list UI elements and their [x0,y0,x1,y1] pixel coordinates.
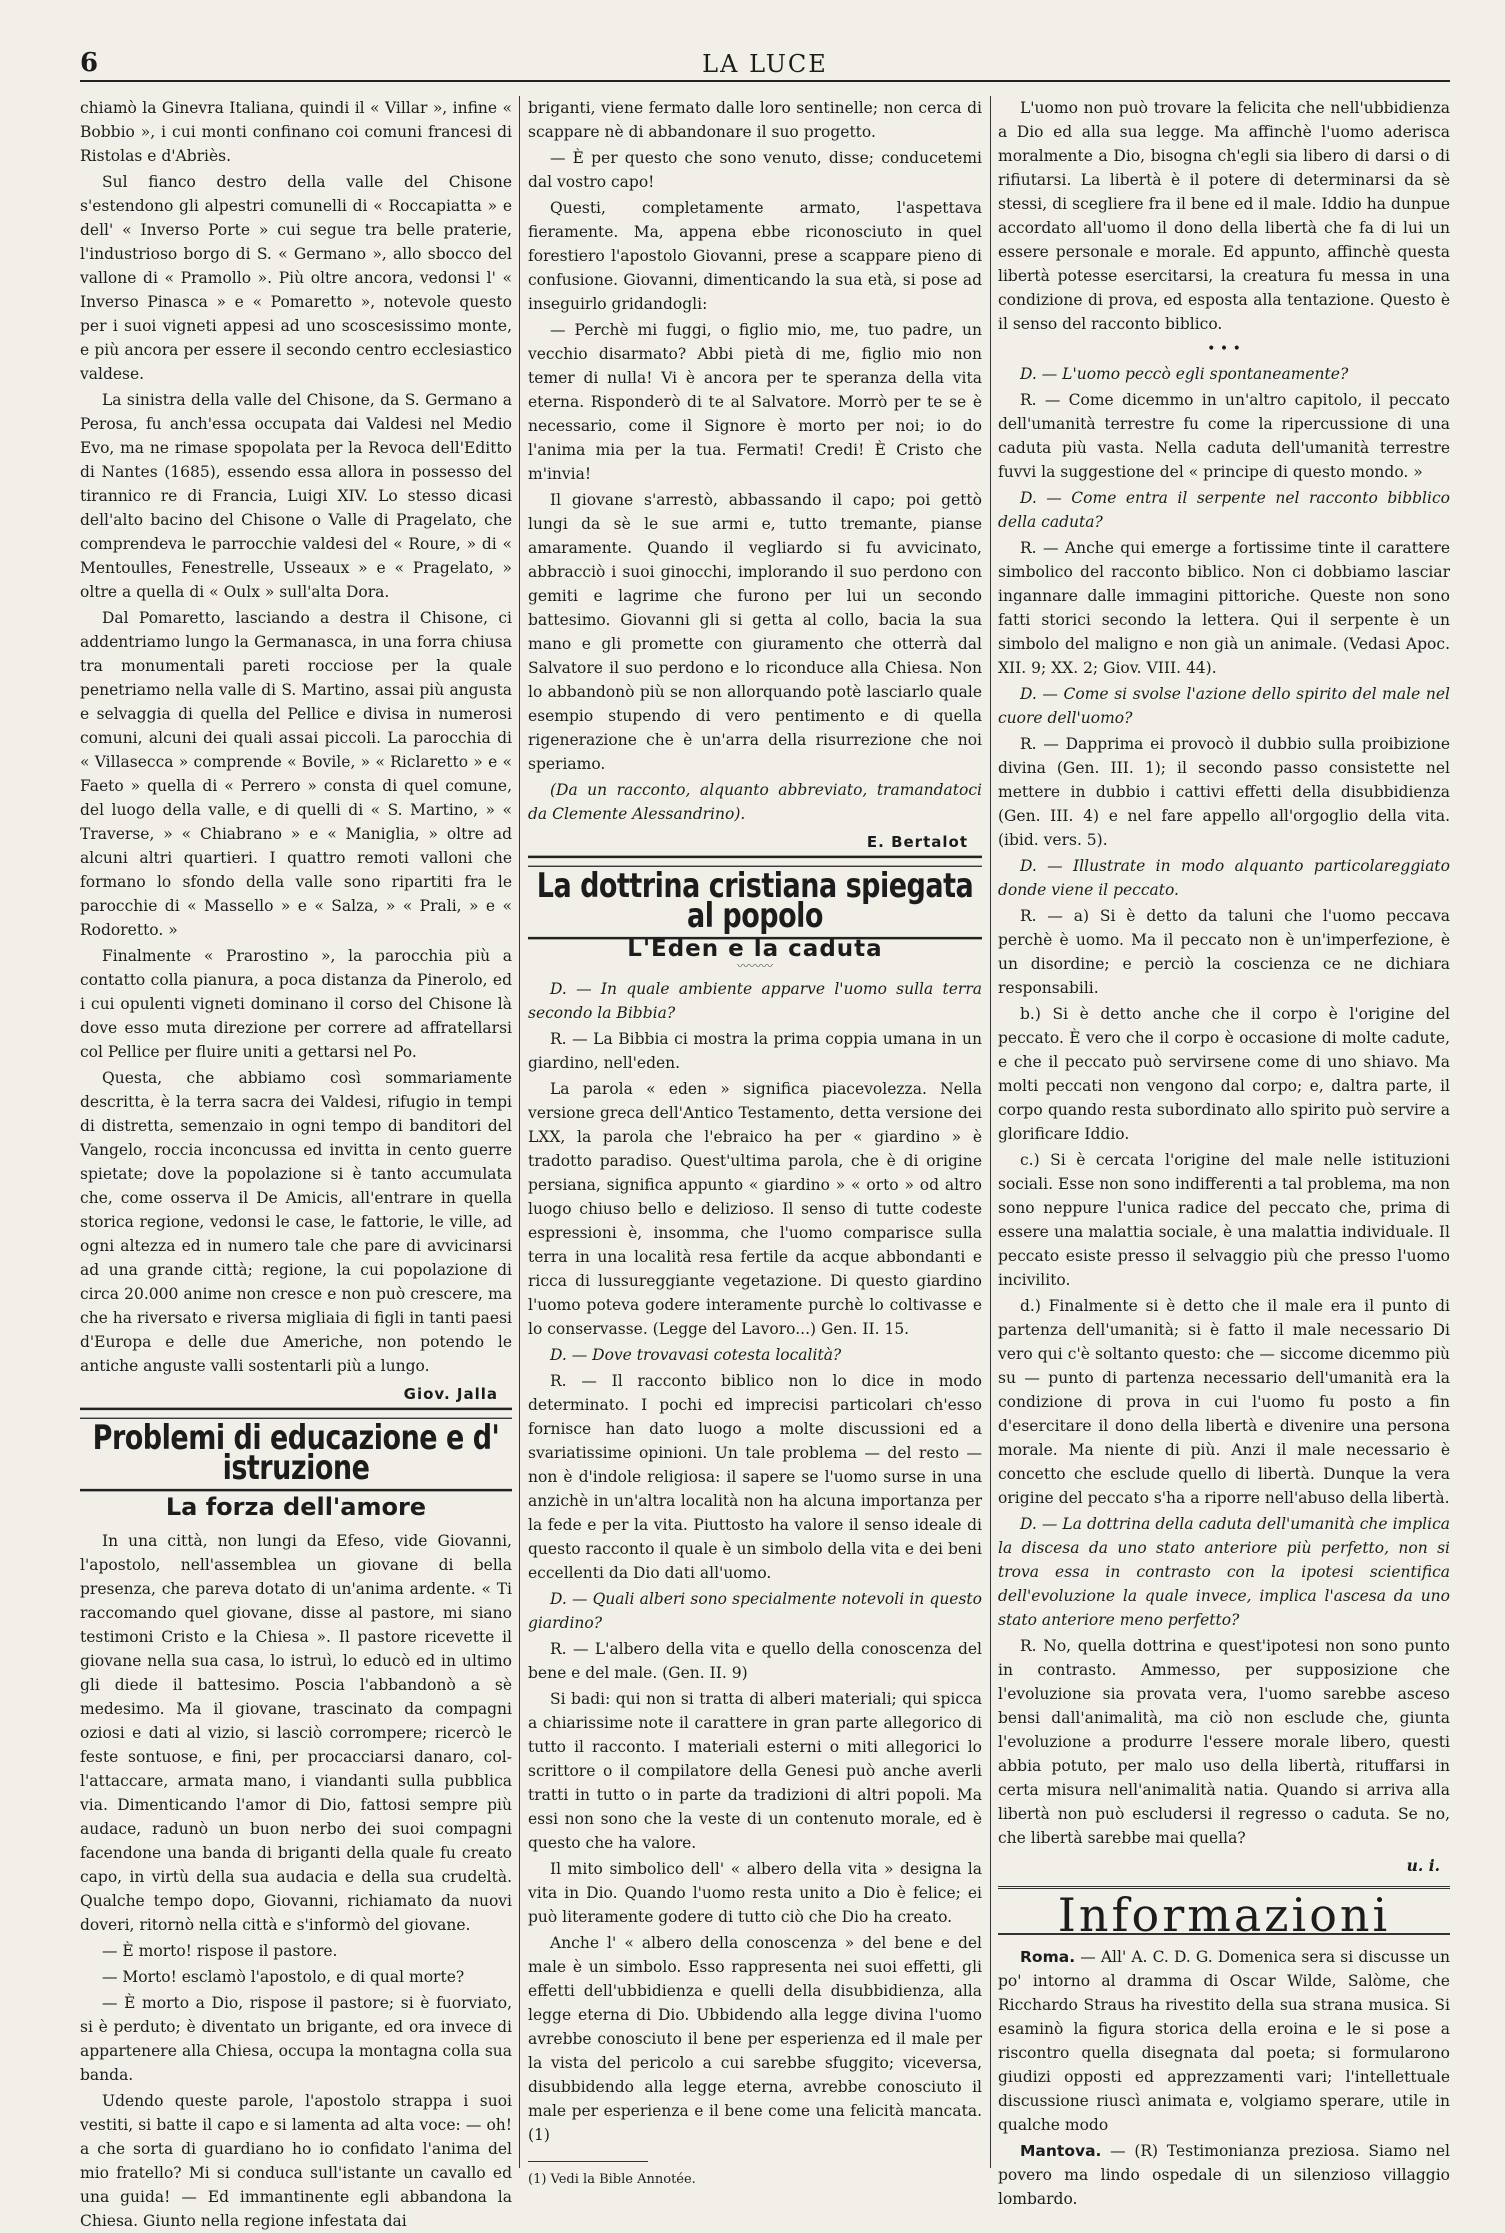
column-divider [519,96,520,2168]
article-title: La forza dell'amore [165,1493,427,1521]
column-2 [528,96,982,2187]
answer: R. — L'albero della vita e quello della conoscenza del bene e del male. (Gen. II. 9) [528,1640,982,1682]
author-signature: Giov. Jalla [403,1385,498,1403]
author-signature: E. Bertalot [866,833,968,851]
paragraph: — Morto! esclamò l'apostolo, e di qual morte? [102,1968,465,1986]
paragraph: Questi, completamente armato, l'aspettava fieramente. Ma, appena ebbe riconosciuto in quel forestiero l'apostolo Giovanni, prese a scappare pieno di confusione. Giovanni, dimenticando la sua età, si pose ad inseguirlo gridandogli: [528,199,982,313]
answer: R. — Dapprima ei provocò il dubbio sulla proibizione divina (Gen. III. 1); il secondo passo consistette nel mettere in dubbio i cattivi effetti della disubbidienza (Gen. III. 4) e nel fare appello all'orgoglio della vita. (ibid. vers. 5). [998,735,1450,849]
footnote-divider [528,2161,648,2162]
paragraph: d.) Finalmente si è detto che il male era il punto di partenza dell'umanità; si è fatto il male necessario Di vero qui c'è soltanto questo: che — siccome dicemmo più su — punto di partenza necessario dell'umanità era la condizione di prova in cui l'uomo fu posto a fin d'esercitare il dono della libertà e divenire una persona morale. Ma niente di più. Anzi il male necessario è concetto che esclude quello di libertà. Dunque la vera origine del peccato s'ha a riporre nell'abuso della libertà. [998,1297,1450,1507]
page-header [80,44,1450,82]
answer: R. — Anche qui emerge a fortissime tinte il carattere simbolico del racconto biblico. Non ci dobbiamo lasciar ingannare dalle immagini pittoriche. Queste non sono fatti storici secondo la lettera. Qui il serpente è un simbolo del maligno e non già un animale. (Vedasi Apoc. XII. 9; XX. 2; Giov. VIII. 44). [998,539,1450,677]
paragraph: La sinistra della valle del Chisone, da S. Germano a Perosa, fu anch'essa occupata dai Valdesi nel Medio Evo, ma ne rimase spopolata per la Revoca dell'Editto di Nantes (1685), essendo essa allora in possesso del tirannico re di Francia, Luigi XIV. Lo stesso dicasi dell'alto bacino del Chisone o Valle di Pragelato, che comprendeva le parrocchie valdesi del « Roure, » di « Mentoulles, Fenestrelle, Usseaux » e « Pragelato, » oltre a quella di « Oulx » sull'alta Dora. [80,391,512,601]
paragraph: — È morto! rispose il pastore. [102,1942,338,1960]
question: D. — Illustrate in modo alquanto particolareggiato donde viene il peccato. [998,857,1450,899]
news-location: Mantova. [1020,2142,1102,2160]
answer: R. — La Bibbia ci mostra la prima coppia umana in un giardino, nell'eden. [528,1030,982,1072]
ornament-dots: • • • [1207,341,1241,357]
paragraph: — Perchè mi fuggi, o figlio mio, me, tuo padre, un vecchio disarmato? Abbi pietà di me, figlio mio non temer di nulla! Vi è ancora per te speranza della vita eterna. Risponderò di te al Salvatore. Morrò per te se è necessario, come il Signore è morto per noi; io do l'anima mia per la tua. Fermati! Credi! È Cristo che m'invia! [528,321,982,483]
answer: R. No, quella dottrina e quest'ipotesi non sono punto in contrasto. Ammesso, per supposizione che l'evoluzione sia provata vera, l'uomo sarebbe asceso bensi dall'animalità, ma ciò non esclude che, giunta l'evoluzione a produrre l'essere morale libero, questi abbia potuto, per malo uso della libertà, rituffarsi in certa misura nell'animalità natia. Quando si arriva alla libertà non può escludersi il regresso o caduta. Se no, che libertà sarebbe mai quella? [998,1637,1450,1847]
paragraph: Il giovane s'arrestò, abbassando il capo; poi gettò lungi da sè le sue armi e, tutto tremante, pianse amaramente. Quando il vegliardo si fu avvicinato, abbracciò i suoi ginocchi, implorando il suo perdono con gemiti e lagrime che furono per lui un secondo battesimo. Giovanni gli si getta al collo, bacia la sua mano e gli promette con giuramento che otterrà dal Salvatore il suo perdono e lo riconduce alla Chiesa. Non lo abbandonò più se non allorquando potè lasciarlo quale esempio stupendo di vero pentimento e di quella rigenerazione che è un'arra della risurrezione che noi speriamo. [528,491,982,773]
answer: R. — Il racconto biblico non lo dice in modo determinato. I pochi ed imprecisi particolari ch'esso fornisce han dato luogo a molte discussioni ed a svariatissime opinioni. Un tale problema — del resto — non è d'indole religiosa: il sapere se l'uomo surse in una anzichè in un'altra località non ha alcuna importanza per la fede e per la vita. Piuttosto ha valore il senso ideale di questo racconto il quale è un simbolo della vita e dei beni eccellenti da Dio dati all'uomo. [528,1372,982,1582]
column-1 [80,96,512,2230]
paragraph: Si badi: qui non si tratta di alberi materiali; qui spicca a chiarissime note il carattere in gran parte allegorico di tutto il racconto. I materiali esterni o miti allegorici lo scrittore o il compilatore della Genesi può anche averli tratti in tutto o in parte da tradizioni di altri popoli. Ma essi non sono che la veste di un contenuto morale, ed è questo che ha valore. [528,1690,982,1852]
paragraph: c.) Si è cercata l'origine del male nelle istituzioni sociali. Esse non sono indifferenti a tal problema, ma non sono neppure l'unica radice del peccato che, prima di essere una malattia sociale, è una malattia individuale. Il peccato esiste presso il selvaggio più che presso l'uomo incivilito. [998,1151,1450,1289]
news-item [998,2139,1450,2211]
question: D. — Quali alberi sono specialmente notevoli in questo giardino? [528,1590,982,1632]
paragraph: In una città, non lungi da Efeso, vide Giovanni, l'apostolo, nell'assemblea un giovane di bella presenza, che pareva dotato di un'anima ardente. « Ti raccomando quel giovane, disse al pastore, mi siano testimoni Cristo e la Chiesa ». Il pastore ricevette il giovane nella sua casa, lo istruì, lo educò ed in ultimo gli diede il battesimo. Poscia l'abbandonò a sè medesimo. Ma il giovane, trascinato da compagni oziosi e dati al vizio, si lasciò corrompere; ricercò le feste sontuose, e fini, per procacciarsi danaro, col- l'attaccare, armata mano, i viandanti sulla pubblica via. Dimenticando l'amor di Dio, fattosi sempre più audace, radunò un buon nerbo dei suoi compagni facendone una banda di briganti della quale fu creato capo, in virtù della sua audacia e della sua crudeltà. Qualche tempo dopo, Giovanni, richiamato da nuovi doveri, ritornò nella città e s'informò del giovane. [80,1532,512,1934]
paragraph: — È morto a Dio, rispose il pastore; si è fuorviato, si è perduto; è diventato un brigante, ed ora invece di appartenere alla Chiesa, occupa la montagna colla sua banda. [80,1994,512,2084]
author-signature: u. i. [1406,1856,1440,1875]
footnote: (1) Vedi la Bible Annotée. [528,2172,696,2187]
paragraph: Dal Pomaretto, lasciando a destra il Chisone, ci addentriamo lungo la Germanasca, in una forra chiusa tra monumentali pareti rocciose per la quale penetriamo nella valle di S. Martino, assai più angusta e selvaggia di quella del Pellice e divisa in numerosi comuni, alcuni dei quali assai piccoli. La parocchia di « Villasecca » comprende « Bovile, » « Riclaretto » e « Faeto » quella di « Perrero » consta di quel comune, del luogo della valle, e di quelli di « S. Martino, » « Traverse, » « Chiabrano » e « Maniglia, » oltre ad alcuni altri quartieri. I quattro remoti valloni che formano lo sfondo della valle sono ripartiti fra le parocchie di « Massello » e « Salza, » « Prali, » e « Rodoretto. » [80,609,512,939]
paragraph: Udendo queste parole, l'apostolo strappa i suoi vestiti, si batte il capo e si lamenta ad alta voce: — oh! a che sorta di guardiano ho io confidato l'anima del mio fratello? Mi si conduca sull'istante un cavallo ed una guida! — Ed immantinente egli abbandona la Chiesa. Giunto nella regione infestata dai [80,2092,512,2230]
section-banner-text: Problemi di educazione e d' istruzione [80,1418,512,1484]
section-title: Informazioni [1057,1888,1391,1942]
paragraph: briganti, viene fermato dalle loro sentinelle; non cerca di scappare nè di abbandonare il suo progetto. [528,99,982,141]
column-divider [990,96,991,2168]
page-number: 6 [80,48,99,78]
answer: R. — Come dicemmo in un'altro capitolo, il peccato dell'umanità terrestre fu come la ripercussione di una caduta più vasta. Nella caduta dell'umanità terrestre fuvvi la suggestione del « principe di questo mondo. » [998,391,1450,481]
question: D. — Dove trovavasi cotesta località? [550,1346,842,1364]
news-text: — (R) Testimonianza preziosa. Siamo nel povero ma lindo ospedale di un silenzioso villaggio lombardo. [998,2142,1450,2208]
journal-title: LA LUCE [702,50,828,78]
paragraph: L'uomo non può trovare la felicita che nell'ubbidienza a Dio ed alla sua legge. Ma affinchè l'uomo aderisca moralmente a Dio, bisogna ch'egli sia libero di darsi o di rifiutarsi. La libertà è il potere di determinarsi da sè stessi, di scegliere fra il bene ed il male. Iddio ha dunpue accordato all'uomo il dono della libertà che fa di lui un essere personale e morale. Ed appunto, affinchè questa libertà potesse esercitarsi, la creatura fu messa in una condizione di prova, ed esposta alla tentazione. Questo è il senso del racconto biblico. [998,99,1450,333]
source-note: (Da un racconto, alquanto abbreviato, tramandatoci da Clemente Alessandrino). [528,781,982,823]
question: D. — In quale ambiente apparve l'uomo sulla terra secondo la Bibbia? [528,980,982,1022]
news-text: — All' A. C. D. G. Domenica sera si discusse un po' intorno al dramma di Oscar Wilde, Salòme, che Ricchardo Straus ha rivestito della sua strana musica. Si esaminò la figura storica della eroina e le si pose a riscontro quella disegnata dal poeta; si formularono giudizi opposti ed apprezzamenti vari; l'intellettuale discussione riuscì animata e, volgiamo sperare, utile in qualche modo [998,1948,1450,2134]
paragraph: Finalmente « Prarostino », la parocchia più a contatto colla pianura, a poca distanza da Pinerolo, ed i cui opulenti vigneti dominano il corso del Chisone là dove esso muta direzione per correre ad affratellarsi col Pellice per fluire uniti a gettarsi nel Po. [80,947,512,1061]
paragraph: — È per questo che sono venuto, disse; conducetemi dal vostro capo! [528,149,982,191]
paragraph: La parola « eden » significa piacevolezza. Nella versione greca dell'Antico Testamento, detta versione dei LXX, la parola che l'ebraico ha per « giardino » è tradotto paradiso. Quest'ultima parola, che è di origine persiana, significa appunto « giardino » « orto » od altro luogo chiuso bello e delizioso. Il senso di tutte codeste espressioni è, insomma, che l'uomo comparisce sulla terra in una località resa fertile da acque abbondanti e ricca di lussureggiante vegetazione. Di questo giardino l'uomo poteva godere interamente purchè lo coltivasse e lo conservasse. (Legge del Lavoro...) Gen. II. 15. [528,1080,982,1338]
paragraph: Il mito simbolico dell' « albero della vita » designa la vita in Dio. Quando l'uomo resta unito a Dio è felice; ei può literamente godere di tutto ciò che Dio ha creato. [528,1860,982,1926]
paragraph: b.) Si è detto anche che il corpo è l'origine del peccato. È vero che il corpo è occasione di molte cadute, e che il peccato può servirsene come di uno shiavo. Ma molti peccati non vengono dal corpo; e, daltra parte, il corpo quando resta subordinato allo spirito può servire a glorificare Iddio. [998,1005,1450,1143]
section-banner [528,856,982,940]
news-item [998,1945,1450,2137]
section-banner [80,1408,512,1492]
news-location: Roma. [1020,1948,1076,1966]
section-banner-text: La dottrina cristiana spiegata al popolo [528,866,982,932]
question: D. — L'uomo peccò egli spontaneamente? [1020,365,1349,383]
question: D. — La dottrina della caduta dell'umanità che implica la discesa da uno stato anteriore più perfetto, non si trova essa in contrasto con la ipotesi scientifica dell'evoluzione la quale invece, implica l'ascesa da uno stato anteriore meno perfetto? [998,1515,1450,1629]
column-3 [998,96,1450,2208]
paragraph: Sul fianco destro della valle del Chisone s'estendono gli alpestri comunelli di « Roccapiatta » e dell' « Inverso Porte » cui segue tra belle praterie, l'industrioso borgo di S. « Germano », allo sbocco del vallone di « Pramollo ». Più oltre ancora, vedonsi l' « Inverso Pinasca » e « Pomaretto », notevole questo per i suoi vigneti appesi ad uno scoscesissimo monte, e più ancora per essere il secondo centro ecclesiastico valdese. [80,173,512,383]
question: D. — Come si svolse l'azione dello spirito del male nel cuore dell'uomo? [998,685,1450,727]
ornament-divider: 〰〰〰 [736,959,773,973]
paragraph: Questa, che abbiamo così sommariamente descritta, è la terra sacra dei Valdesi, rifugio in tempi di distretta, semenzaio in ogni tempo di banditori del Vangelo, roccia inconcussa ed invitta in cento guerre spietate; dove la popolazione si è tanto accumulata che, come osserva il De Amicis, all'entrare in quella storica regione, vedonsi le case, le fattorie, le ville, ad ogni altezza ed in numero tale che pare di avvicinarsi ad una grande città; regione, la cui popolazione di circa 20.000 anime non cresce e non può crescere, ma che ha riversato e riversa migliaia di figli in tanti paesi d'Europa e delle due Americhe, non potendo le antiche anguste valli sostentarli più a lungo. [80,1069,512,1375]
paragraph: chiamò la Ginevra Italiana, quindi il « Villar », infine « Bobbio », i cui monti confinano coi comuni francesi di Ristolas e d'Abriès. [80,99,512,165]
section-title: L'Eden e la caduta [627,936,883,962]
answer: R. — a) Si è detto da taluni che l'uomo peccava perchè è uomo. Ma il peccato non è un'imperfezione, è un disordine; e perciò la coscienza ce ne dichiara responsabili. [998,907,1450,997]
question: D. — Come entra il serpente nel racconto bibblico della caduta? [998,489,1450,531]
paragraph: Anche l' « albero della conoscenza » del bene e del male è un simbolo. Esso rappresenta nei suoi effetti, gli effetti dell'ubbidienza e quelli della disubbidienza, alla legge eterna di Dio. Ubbidendo alla legge divina l'uomo avrebbe conosciuto il bene per esperienza ed il male per la vista del pericolo a cui sarebbe sfuggito; viceversa, disubbidendo alla legge eterna, avrebbe conosciuto il male per esperienza e il bene come una felicità mancata. (1) [528,1934,982,2144]
